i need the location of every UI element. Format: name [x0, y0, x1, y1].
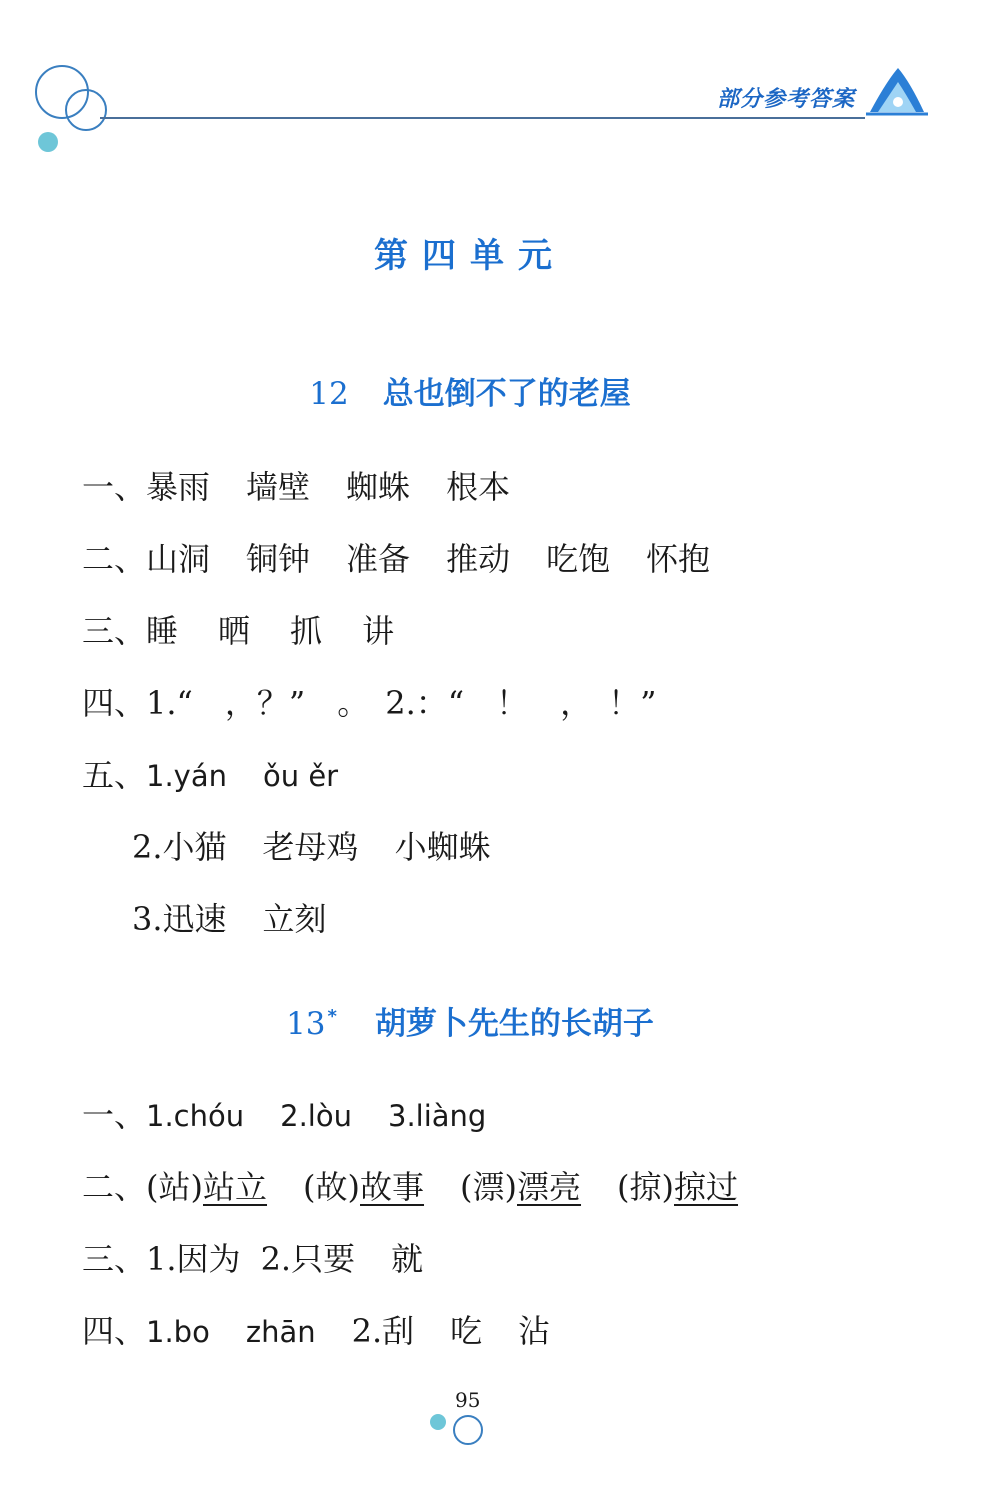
line-label: 三、 — [82, 1240, 147, 1278]
answer-item: 2.只要 — [260, 1240, 356, 1278]
answer-item: 讲 — [362, 612, 395, 650]
answer-char: (掠) — [617, 1168, 674, 1206]
answer-line — [82, 539, 746, 579]
answer-line — [132, 827, 527, 867]
answer-item: 晒 — [218, 612, 251, 650]
answer-char: (漂) — [460, 1168, 517, 1206]
unit-title: 第四单元 — [374, 236, 566, 276]
answer-line — [82, 467, 546, 507]
answer-item: 沾 — [518, 1312, 551, 1350]
answer-item: 睡 — [146, 612, 179, 650]
answer-item: zhān — [245, 1315, 316, 1349]
header-circles-decoration — [28, 60, 118, 160]
answer-item: 3.迅速 — [132, 900, 227, 938]
punctuation-answer: 1.“ ，？” 。 2.：“ ！ ， ！” — [146, 684, 657, 722]
answer-item: 墙壁 — [246, 468, 311, 506]
answer-line — [82, 1311, 586, 1352]
answer-item: 小蜘蛛 — [394, 828, 491, 866]
page-number: 95 — [455, 1388, 481, 1412]
answer-word: 站立 — [203, 1168, 268, 1206]
answer-item: 2.小猫 — [132, 828, 227, 866]
answer-char: (站) — [146, 1168, 203, 1206]
answer-item: 1.因为 — [146, 1240, 241, 1278]
answer-item: 老母鸡 — [262, 828, 359, 866]
line-label: 四、 — [82, 684, 147, 722]
answer-item: ǒu ěr — [263, 759, 339, 793]
answer-line — [82, 1167, 738, 1207]
line-label: 二、 — [82, 1168, 147, 1206]
answer-char: (故) — [303, 1168, 360, 1206]
answer-item: 山洞 — [146, 540, 211, 578]
answer-item: 根本 — [446, 468, 511, 506]
answer-item: 2.刮 — [351, 1312, 415, 1350]
lesson-name: 胡萝卜先生的长胡子 — [374, 1006, 654, 1042]
answer-line — [82, 1095, 522, 1136]
lesson-title-13 — [0, 998, 940, 1043]
answer-item: 暴雨 — [146, 468, 211, 506]
answer-item: 2.lòu — [280, 1099, 352, 1133]
answer-line — [82, 611, 430, 651]
line-label: 三、 — [82, 612, 147, 650]
header-logo-icon — [866, 62, 928, 118]
answer-item: 1.bo — [146, 1315, 210, 1349]
answer-word: 故事 — [360, 1168, 425, 1206]
answer-item: 3.liàng — [388, 1099, 487, 1133]
answer-line — [82, 755, 374, 796]
line-label: 二、 — [82, 540, 147, 578]
lesson-number: 13 — [286, 1006, 326, 1042]
line-label: 一、 — [82, 1096, 147, 1134]
answer-item: 铜钟 — [246, 540, 311, 578]
answer-line — [82, 683, 657, 723]
line-label: 四、 — [82, 1312, 147, 1350]
line-label: 五、 — [82, 756, 147, 794]
answer-item: 抓 — [290, 612, 323, 650]
answer-word: 漂亮 — [517, 1168, 582, 1206]
answer-item: 准备 — [346, 540, 411, 578]
answer-item: 推动 — [446, 540, 511, 578]
answer-item: 就 — [391, 1240, 424, 1278]
answer-item: 蜘蛛 — [346, 468, 411, 506]
lesson-title-12 — [0, 368, 940, 413]
answer-item: 怀抱 — [646, 540, 711, 578]
answer-item: 吃 — [450, 1312, 483, 1350]
answer-item: 立刻 — [262, 900, 327, 938]
answer-item: 1.yán — [146, 759, 227, 793]
line-label: 一、 — [82, 468, 147, 506]
answer-line — [132, 899, 363, 939]
lesson-number: 12 — [309, 376, 349, 412]
lesson-name: 总也倒不了的老屋 — [382, 376, 631, 412]
answer-word: 掠过 — [674, 1168, 739, 1206]
answer-item: 1.chóu — [146, 1099, 245, 1133]
header-title: 部分参考答案 — [716, 87, 855, 112]
lesson-star: * — [327, 1006, 337, 1027]
answer-item: 吃饱 — [546, 540, 611, 578]
header-rule — [100, 117, 865, 119]
answer-line — [82, 1239, 459, 1279]
